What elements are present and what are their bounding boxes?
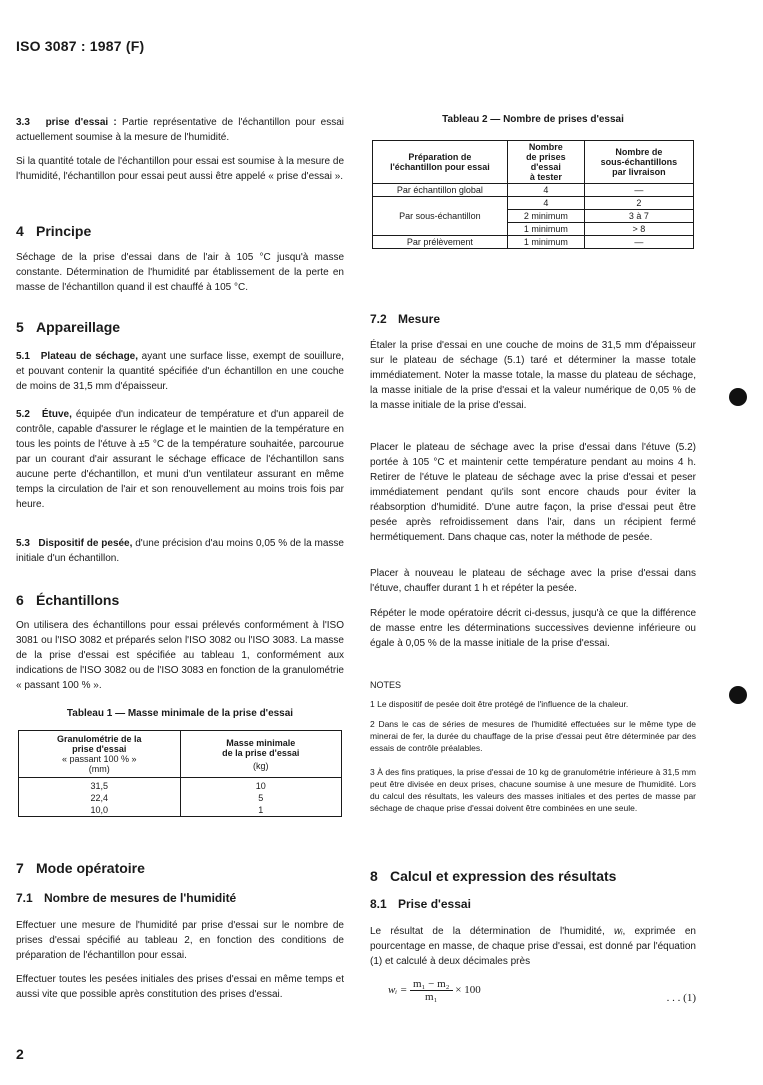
equation-1: wᵢ = $\frac{\text{m₁ − m₂}}{\text{m₁}}$ × 100 . . . (1) xyxy=(388,978,696,1004)
table-2-header-count: Nombre de prises d'essai à tester xyxy=(507,141,584,184)
section-8-1-heading: 8.1 Prise d'essai xyxy=(370,897,471,911)
section-8-1-text: Le résultat de la détermination de l'humidité, wᵢ, exprimée en pourcentage en masse, de chaque prise d'essai, est donné par l'équation (1) et calculé à deux décimales près xyxy=(370,926,696,967)
table-1-header-size: Granulométrie de la prise d'essai « passant 100 % » (mm) xyxy=(19,731,181,778)
clause-5-2: 5.2 Étuve, équipée d'un indicateur de température et d'un appareil de contrôle, capable d'assurer le réglage et le maintien de la température en tous les points de l'étuve à ±5 °C de la température souhaitée, parcourue par un courant d'air assurant le séchage efficace de l'échantillon sans aucune perte d'échantillon, et muni d'un ventilateur assurant en même temps la circulation de l'air et son renouvellement au moins trois fois par heure. xyxy=(16,409,344,510)
table-1 xyxy=(18,730,342,817)
page-number: 2 xyxy=(16,1046,24,1062)
note-2: 2 Dans le cas de séries de mesures de l'humidité effectuées sur le même type de minerai de fer, la durée du chauffage de la prise d'essai peut être déterminée par des essais de contrôle préalables. xyxy=(370,719,696,753)
table-1-caption: Tableau 1 — Masse minimale de la prise d'essai xyxy=(66,708,294,719)
note-3: 3 À des fins pratiques, la prise d'essai de 10 kg de granulométrie inférieure à 31,5 mm peut être divisée en deux prises, chacune soumise à une mesure de l'humidité. Lors du calcul des résultats, les valeurs des masses initiales et des pertes de masse par séchage de chaque prise d'essai doivent être combinées en une seule. xyxy=(370,767,696,813)
section-7-2-para-2: Placer le plateau de séchage avec la prise d'essai dans l'étuve (5.2) portée à 105 °C et maintenir cette température pendant au moins 4 h. Retirer de l'étuve le plateau de séchage avec la prise d'essai et peser immédiatement pendant qu'ils sont encore chauds pour éviter la réabsorption d'humidité. D'une autre façon, la prise d'essai peut être pesée après refroidissement dans l'air, dans un récipient fermé hermétiquement. Dans chaque cas, noter la méthode de pesée. xyxy=(370,442,696,543)
clause-5-1: 5.1 Plateau de séchage, ayant une surface lisse, exempt de souillure, et pouvant contenir la quantité spécifiée d'un échantillon en une couche de moins de 31,5 mm d'épaisseur. xyxy=(16,351,344,392)
definition-3-3: 3.3 prise d'essai : Partie représentative de l'échantillon pour essai actuellement soumise à la mesure de l'humidité. xyxy=(16,117,344,143)
table-1-header-mass: Masse minimale de la prise d'essai (kg) xyxy=(180,731,342,778)
section-8-heading: 8 Calcul et expression des résultats xyxy=(370,868,617,884)
table-row: 10,0 1 xyxy=(19,804,342,817)
table-row: Par sous-échantillon 4 2 xyxy=(373,197,694,210)
section-7-1-para-1: Effectuer une mesure de l'humidité par prise d'essai sur le nombre de prises d'essai spécifié au tableau 2, en fonction des conditions de préparation de l'échantillon pour essai. xyxy=(16,920,344,961)
section-7-2-para-1: Étaler la prise d'essai en une couche de moins de 31,5 mm d'épaisseur sur le plateau de séchage (5.1) taré et déterminer la masse totale immédiatement. Noter la masse totale, la masse du plateau de séchage, la masse initiale de la prise d'essai et la valeur numérique de 0,05 % de la masse initiale de la prise d'essai. xyxy=(370,340,696,411)
clause-5-3: 5.3 Dispositif de pesée, d'une précision d'au moins 0,05 % de la masse initiale d'un échantillon. xyxy=(16,538,344,564)
margin-bullet-mark xyxy=(729,686,747,704)
section-7-heading: 7 Mode opératoire xyxy=(16,860,145,876)
paragraph-3-3-note: Si la quantité totale de l'échantillon pour essai est soumise à la mesure de l'humidité, l'échantillon pour essai peut aussi être appelé « prise d'essai ». xyxy=(16,156,344,182)
section-7-2-para-4: Répéter le mode opératoire décrit ci-dessus, jusqu'à ce que la différence de masse entre les déterminations successives devienne inférieure ou égale à 0,05 % de la masse initiale de la prise d'essai. xyxy=(370,608,696,649)
table-row: 31,5 10 xyxy=(19,778,342,793)
table-row: 1 minimum > 8 xyxy=(373,223,694,236)
table-row: Par échantillon global 4 — xyxy=(373,184,694,197)
table-row: Par prélèvement 1 minimum — xyxy=(373,236,694,249)
table-row: 2 minimum 3 à 7 xyxy=(373,210,694,223)
table-2 xyxy=(372,140,694,249)
section-4-heading: 4 Principe xyxy=(16,223,92,239)
margin-bullet-mark xyxy=(729,388,747,406)
notes-title: NOTES xyxy=(370,680,402,690)
section-7-1-para-2: Effectuer toutes les pesées initiales des prises d'essai en même temps et aussi vite que possible après constitution des prises d'essai. xyxy=(16,974,344,1000)
table-2-caption: Tableau 2 — Nombre de prises d'essai xyxy=(442,114,624,125)
section-4-text: Séchage de la prise d'essai dans de l'air à 105 °C jusqu'à masse constante. Détermination de l'humidité par établissement de la perte en masse de l'échantillon quand il est chauffé à 105 °C. xyxy=(16,252,344,293)
note-1: 1 Le dispositif de pesée doit être protégé de l'influence de la chaleur. xyxy=(370,699,629,709)
section-7-1-heading: 7.1 Nombre de mesures de l'humidité xyxy=(16,891,237,905)
table-2-header-prep: Préparation de l'échantillon pour essai xyxy=(373,141,508,184)
table-row: 22,4 5 xyxy=(19,792,342,804)
section-7-2-para-3: Placer à nouveau le plateau de séchage avec la prise d'essai dans l'étuve, chauffer durant 1 h et répéter la pesée. xyxy=(370,568,696,594)
section-6-heading: 6 Échantillons xyxy=(16,592,120,608)
document-header: ISO 3087 : 1987 (F) xyxy=(16,38,145,54)
section-7-2-heading: 7.2 Mesure xyxy=(370,312,441,326)
section-6-text: On utilisera des échantillons pour essai prélevés conformément à l'ISO 3081 ou l'ISO 3082 et préparés selon l'ISO 3082 ou l'ISO 3083. La masse de la prise d'essai est spécifiée au tableau 1, conformément aux indications de l'ISO 3082 ou de l'ISO 3083 en fonction de la granulométrie « passant 100 % ». xyxy=(16,620,344,691)
table-2-header-subsamples: Nombre de sous-échantillons par livraison xyxy=(584,141,693,184)
section-5-heading: 5 Appareillage xyxy=(16,319,121,335)
